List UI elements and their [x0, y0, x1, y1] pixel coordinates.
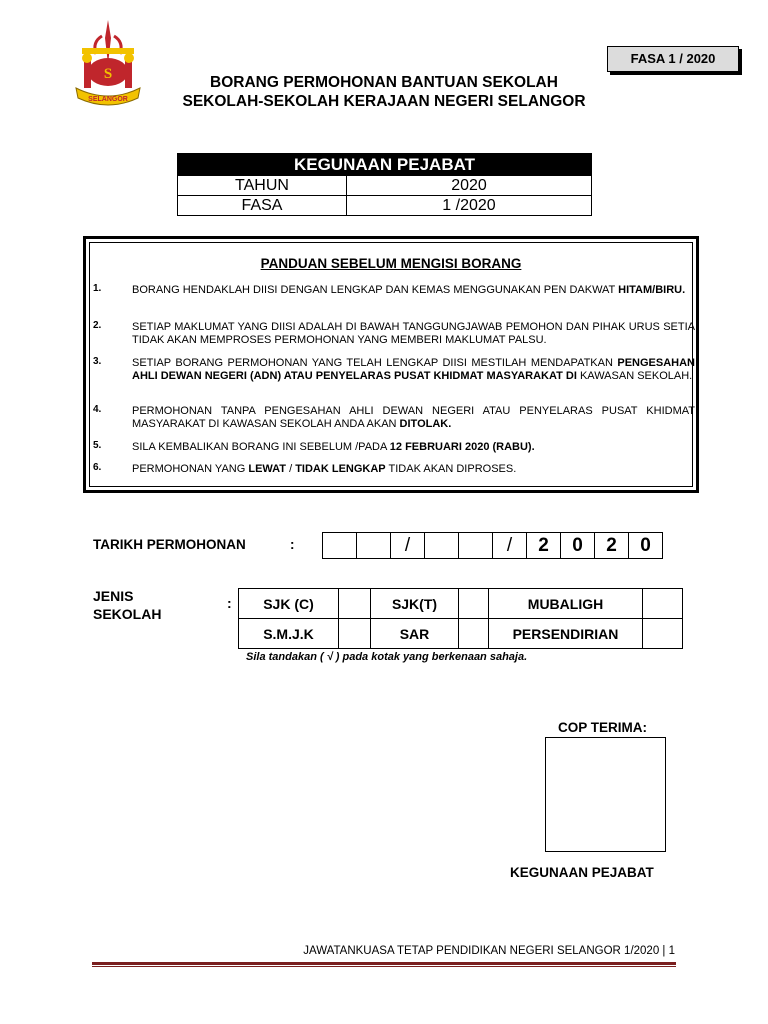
application-date-boxes[interactable] — [322, 532, 663, 559]
option-persendirian-label: PERSENDIRIAN — [489, 619, 643, 649]
school-type-table — [238, 588, 683, 649]
stamp-box — [545, 737, 666, 852]
phase-value: 1 /2020 — [347, 196, 592, 216]
table-row — [239, 619, 683, 649]
option-persendirian-checkbox[interactable] — [643, 619, 683, 649]
office-use-heading: KEGUNAAN PEJABAT — [178, 154, 592, 176]
application-date-colon: : — [290, 537, 295, 552]
phase-badge: FASA 1 / 2020 — [607, 46, 739, 72]
svg-text:S: S — [103, 66, 113, 82]
guide-item-1: 1. BORANG HENDAKLAH DIISI DENGAN LENGKAP DAN KEMAS MENGGUNAKAN PEN DAKWAT HITAM/BIRU. — [93, 283, 686, 296]
option-sar-checkbox[interactable] — [459, 619, 489, 649]
table-row — [178, 196, 592, 216]
date-month-digit-2[interactable] — [459, 533, 493, 559]
school-type-colon: : — [227, 595, 232, 611]
guide-item-4: 4. PERMOHONAN TANPA PENGESAHAN AHLI DEWAN NEGERI ATAU PENYELARAS PUSAT KHIDMAT MASYARAKAT DI KAWASAN SEKOLAH ANDA AKAN DITOLAK. — [93, 404, 695, 430]
option-mubaligh-checkbox[interactable] — [643, 589, 683, 619]
footer-divider — [92, 962, 676, 965]
option-sjkc-label: SJK (C) — [239, 589, 339, 619]
footer-divider — [92, 966, 676, 967]
table-row — [178, 176, 592, 196]
year-value: 2020 — [347, 176, 592, 196]
stamp-office-label: KEGUNAAN PEJABAT — [510, 865, 654, 880]
guide-item-6: 6. PERMOHONAN YANG LEWAT / TIDAK LENGKAP TIDAK AKAN DIPROSES. — [93, 462, 517, 475]
school-type-note: Sila tandakan ( √ ) pada kotak yang berkenaan sahaja. — [246, 651, 528, 663]
stamp-label: COP TERIMA: — [558, 720, 648, 735]
option-smjk-checkbox[interactable] — [339, 619, 371, 649]
date-day-digit-2[interactable] — [357, 533, 391, 559]
guide-title: PANDUAN SEBELUM MENGISI BORANG — [260, 256, 522, 271]
option-sjkc-checkbox[interactable] — [339, 589, 371, 619]
option-sjkt-checkbox[interactable] — [459, 589, 489, 619]
page-footer: JAWATANKUASA TETAP PENDIDIKAN NEGERI SELANGOR 1/2020 | 1 — [303, 945, 675, 957]
date-year-digit-2: 0 — [561, 533, 595, 559]
school-type-label: JENIS SEKOLAH — [93, 588, 162, 622]
date-year-digit-4: 0 — [629, 533, 663, 559]
guide-item-2: 2. SETIAP MAKLUMAT YANG DIISI ADALAH DI BAWAH TANGGUNGJAWAB PEMOHON DAN PIHAK URUS SETIA TIDAK AKAN MEMPROSES PERMOHONAN YANG MEMBERI MAKLUMAT PALSU. — [93, 320, 695, 346]
option-sar-label: SAR — [371, 619, 459, 649]
office-use-table — [177, 153, 592, 216]
guide-item-3: 3. SETIAP BORANG PERMOHONAN YANG TELAH LENGKAP DIISI MESTILAH MENDAPATKAN PENGESAHAN AHLI DEWAN NEGERI (ADN) ATAU PENYELARAS PUSAT KHIDMAT MASYARAKAT DI KAWASAN SEKOLAH. — [93, 356, 695, 382]
date-month-digit-1[interactable] — [425, 533, 459, 559]
table-row — [239, 589, 683, 619]
guide-item-5: 5. SILA KEMBALIKAN BORANG INI SEBELUM /PADA 12 FEBRUARI 2020 (RABU). — [93, 440, 535, 453]
year-label: TAHUN — [178, 176, 347, 196]
date-day-digit-1[interactable] — [323, 533, 357, 559]
form-title-line1: BORANG PERMOHONAN BANTUAN SEKOLAH — [210, 74, 558, 91]
form-title-line2: SEKOLAH-SEKOLAH KERAJAAN NEGERI SELANGOR — [182, 93, 586, 110]
option-smjk-label: S.M.J.K — [239, 619, 339, 649]
logo-text: SELANGOR — [88, 96, 128, 103]
guide-box — [83, 236, 699, 493]
date-separator: / — [493, 533, 527, 559]
date-separator: / — [391, 533, 425, 559]
phase-label: FASA — [178, 196, 347, 216]
date-year-digit-1: 2 — [527, 533, 561, 559]
date-year-digit-3: 2 — [595, 533, 629, 559]
option-mubaligh-label: MUBALIGH — [489, 589, 643, 619]
option-sjkt-label: SJK(T) — [371, 589, 459, 619]
application-date-label: TARIKH PERMOHONAN — [93, 537, 246, 552]
